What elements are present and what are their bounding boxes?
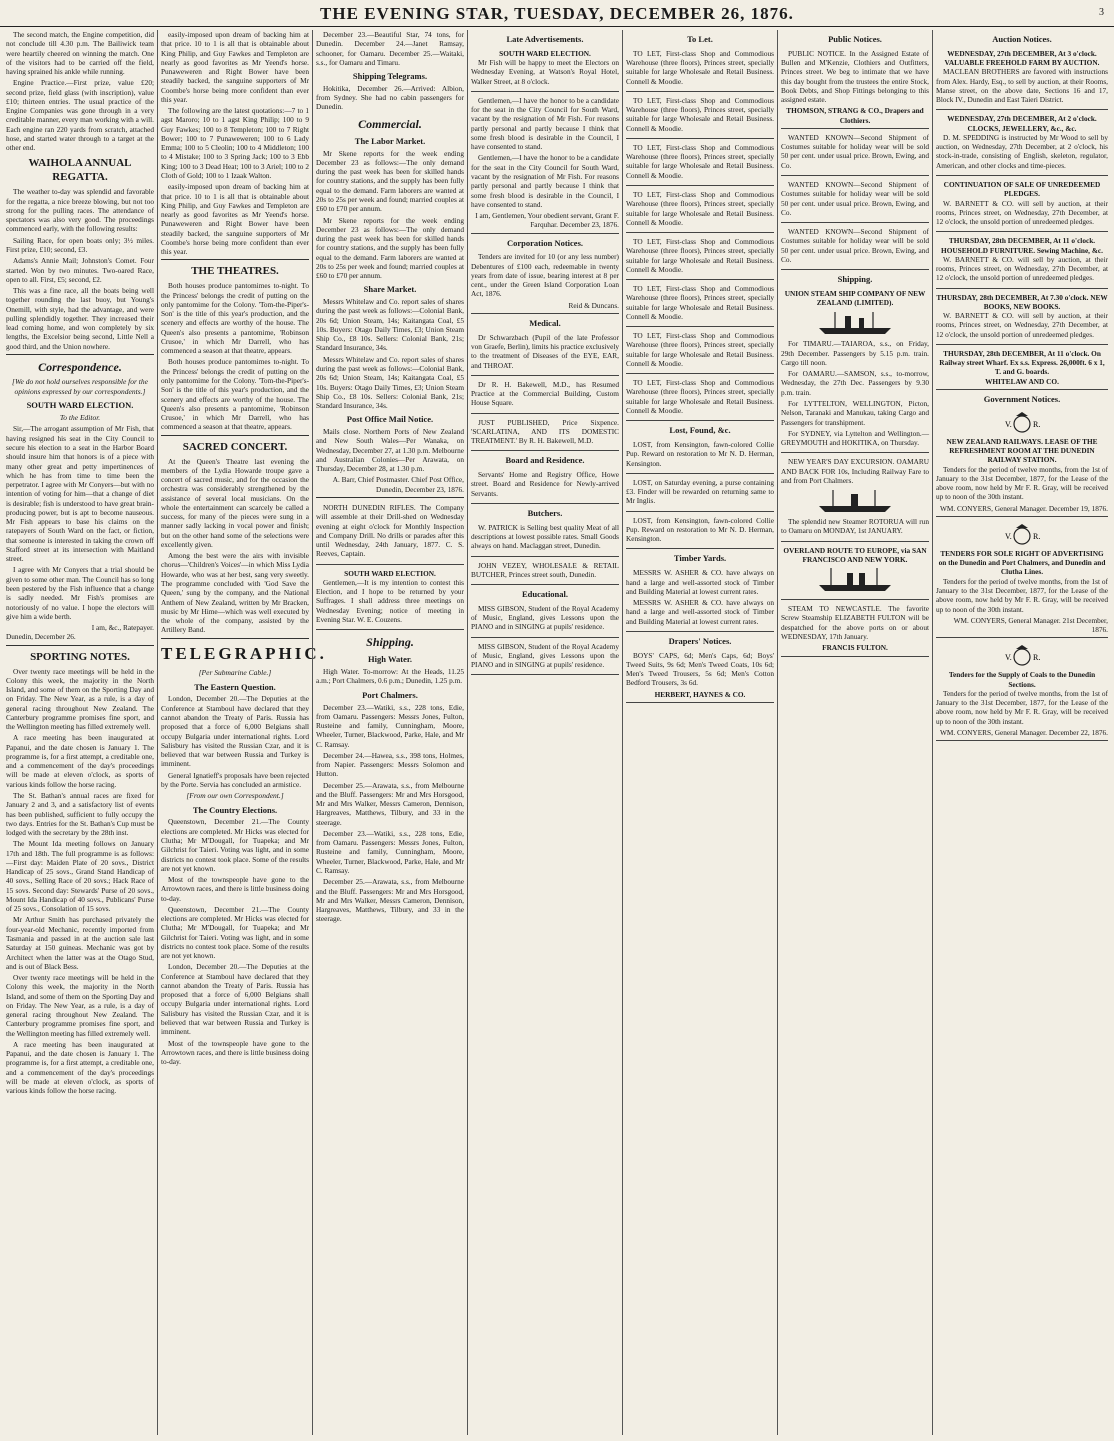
story-heading: Port Chalmers. [362,689,418,700]
section-heading: Commercial. [358,116,422,131]
article-text: At the Queen's Theatre last evening the members of the Lydia Howarde troupe gave a concert of sacred music, and for the occasion the orchestra was considerably strengthened by the assistance of several local musicians. On the whole the entertainment can scarcely be called a success, for many of the pieces were sung in a manner sadly lacking in vocal power and finish; but on the other hand some of the selections were excellently given. [161,456,309,549]
advertisement [626,94,774,139]
section-heading: Drapers' Notices. [668,635,732,646]
divider [161,259,309,260]
ad-text: For TIMARU.—TAIAROA, s.s., on Friday, 29th December. Passengers by 5.15 p.m. train. Cargo till noon. [781,339,929,367]
letter-signature: I am, &c., Ratepayer. [91,623,154,633]
ad-text: D. M. SPEDDING is instructed by Mr Wood to sell by auction, on Wednesday, 27th December, at 2 o'clock, his stock-in-trade, consisting of English, skeleton, regulator, American, and other clocks and time-pieces. [936,132,1108,170]
advertisement [781,225,929,270]
ad-text: TO LET, First-class Shop and Commodious Warehouse (three floors), Princes street, specially suitable for large Wholesale and Retail Business. Connell & Moodie. [626,48,774,86]
article-text: Both houses produce pantomimes to-night. To the Princess' belongs the credit of putting on the only pantomime for the Colony. 'Tom-the-Piper's-Son' is the title of this year's production, and the scenery and effects are worthy of the house. The Queen's also presents a pantomime, 'Robinson Crusoe,' in which Mr Darrell, who has commenced a season at that theatre, appears. [161,357,309,432]
ad-text: Gentlemen,—It is my intention to contest this Election, and I hope to be returned by your Suffrages. I shall address three meetings on Wednesday Evening; notice of meeting in Evening Star. W. E. Couzens. [316,577,464,624]
section-heading: SPORTING NOTES. [30,650,130,663]
section-heading: Educational. [521,589,569,600]
ad-text: WANTED KNOWN—Second Shipment of Costumes suitable for holiday wear will be sold 50 per cent. under usual price. Brown, Ewing, and Co. [781,179,929,217]
ad-text: Servants' Home and Registry Office, Howe street. Board and Residence for Newly-arrived Servants. [471,470,619,498]
article-text: Queenstown, December 21.—The County elections are completed. Mr Hicks was elected for Clutha; Mr M'Dougall, for Tuapeka; and Mr Gilchrist for Taieri. Voting was light, and in some districts no contest took place. Some of the results are not yet known. [161,904,309,961]
article-text: Most of the townspeople have gone to the Arrowtown races, and there is little business doing to-day. [161,875,309,903]
story-heading: The Country Elections. [192,804,278,815]
advertisement [471,47,619,92]
advertisement [471,640,619,676]
ad-text: TO LET, First-class Shop and Commodious Warehouse (three floors), Princes street, specially suitable for large Wholesale and Retail Business. Connell & Moodie. [626,378,774,416]
story-heading: The Labor Market. [354,135,426,146]
ad-text: The splendid new Steamer ROTORUA will run to Oamaru on MONDAY, 1st JANUARY. [781,517,929,536]
ad-signature: WM. CONYERS, General Manager. December 19, 1876. [940,503,1108,513]
ad-text: MESSRS W. ASHER & CO. have always on hand a large and well-assorted stock of Timber and Building Material at lowest current rates. [626,598,774,626]
advertisement [471,559,619,586]
ad-signature: THOMSON, STRANG & CO., Drapers and Clothiers. [786,106,924,125]
ad-heading: THURSDAY, 28th DECEMBER, At 11 o'clock. On Railway street Wharf. Ex s.s. Express. 26,000ft. 6 x 1, T. and G. boards. [939,348,1105,377]
ad-text: TO LET, First-class Shop and Commodious Warehouse (three floors), Princes street, specially suitable for large Wholesale and Retail Business. Connell & Moodie. [626,331,774,368]
svg-text:R.: R. [1033,531,1041,541]
advertisement [781,47,929,129]
section-heading: THE THEATRES. [191,265,279,278]
ad-text: LOST, from Kensington, fawn-colored Collie Pup. Reward on restoration to Mr N. D. Herman, Kensington. [626,440,774,468]
section-heading: Medical. [529,317,561,328]
article-text: Most of the townspeople have gone to the Arrowtown races, and there is little business doing to-day. [161,1038,309,1067]
column-3 [316,30,464,1435]
advertisement [936,407,1108,517]
article-text: December 23.—Watiki, s.s., 228 tons, Edie, from Oamaru. Passengers: Messrs Jones, Fulton, Rusteine and family, Cunningham, Moore, Wheeler, Turner, Blackwood, Parke, Hale, and Mr C. Ramsay. [316,702,464,749]
ad-text: JOHN VEZEY, WHOLESALE & RETAIL BUTCHER, Princes street south, Dunedin. [471,560,619,579]
section-heading: To Let. [687,34,713,44]
ad-signature: Reid & Duncans. [568,300,619,310]
svg-text:R.: R. [1033,653,1041,663]
column-7 [936,30,1108,1435]
column-rule [932,30,933,1435]
ad-signature: WHITELAW AND CO. [985,376,1059,386]
advertisement [626,649,774,703]
column-rule [467,30,468,1435]
ad-text: W. PATRICK is Selling best quality Meat of all descriptions at lowest possible rates. Small Goods always on hand. Maclaggan street, Dunedin. [471,522,619,551]
divider [316,497,464,498]
column-1 [6,30,154,1435]
royal-crest-icon [1002,411,1042,435]
advertisement [471,521,619,557]
article-text: The weather to-day was splendid and favorable for the regatta, a nice breeze blowing, but not too strong for the pulling races. The attendance of spectators was also very good. The proceedings commenced early, with the following results: [6,187,154,234]
advertisement [936,347,1108,390]
section-heading: SACRED CONCERT. [182,440,288,453]
ad-text: MISS GIBSON, Student of the Royal Academy of Music, England, gives Lessons upon the PIANO and in SINGING at pupils' residence. [471,603,619,632]
page-number: 3 [1099,7,1104,18]
ad-text: WANTED KNOWN—Second Shipment of Costumes suitable for holiday wear will be sold 50 per cent. under usual price. Brown, Ewing, and Co. [781,132,929,170]
ad-text: BOYS' CAPS, 6d; Men's Caps, 6d; Boys' Tweed Suits, 9s 6d; Men's Tweed Coats, 10s 6d; Men's Tweed Trousers, 5s 6d; Men's Cotton Bedford Trousers, 3s 6d. [626,650,774,688]
section-heading: Correspondence. [38,359,122,374]
ad-signature: FRANCIS FULTON. [822,643,888,653]
royal-crest-icon [1002,644,1042,668]
steamship-icon [815,567,895,593]
section-heading: Shipping. [837,274,873,285]
ad-heading: Tenders for the Supply of Coals to the Dunedin Sections. [948,670,1096,689]
ad-text: Dr R. H. Bakewell, M.D., has Resumed Practice at the Commercial Building, Custom House Square. [471,379,619,408]
article-text: Queenstown, December 21.—The County elections are completed. Mr Hicks was elected for Clutha; Mr M'Dougall, for Tuapeka; and Mr Gilchrist for Taieri. Voting was light, and in some districts no contest took place. Some of the results are not yet known. [161,817,309,873]
article-text: Mr Skene reports for the week ending December 23 as follows:—The only demand during the past week has been for skilled hands for country stations, and the supply has been fully equal to the demand. Farm laborers are wanted at 20s to 25s per week and found; married couples at £60 to £70 per annum. [316,215,464,281]
ad-heading: THURSDAY, 28th DECEMBER, At 11 o'clock. HOUSEHOLD FURNITURE. Sewing Machine, &c. [941,236,1103,255]
article-text: December 25.—Arawata, s.s., from Melbourne and the Bluff. Passengers: Mr and Mrs Horsgood, Mr and Mrs Walker, Messrs Cameron, Dennison, Hargreaves, Matthews, Tilbury, and 33 in the steerage. [316,877,464,924]
ad-text: For SYDNEY, via Lyttelton and Wellington.—GREYMOUTH and HOKITIKA, on Thursday. [781,428,929,448]
ad-signature: HERBERT, HAYNES & CO. [654,689,746,699]
section-heading: TELEGRAPHIC. [161,643,327,663]
advertisement [626,438,774,474]
letter-address: To the Editor. [59,412,101,422]
article-text: The following are the latest quotations:—7 to 1 agst Maroro; 10 to 1 agst King Philip; 100 to 9 Guy Fawkes; 100 to 8 Templeton; 100 to 7 Right Bower; 100 to 7 Punaweweren; 100 to 6 Lady Emma; 100 to 5 Cleolin; 100 to 4 Middleton; 100 to 4 Mistake; 100 to 3 Spring Jack; 100 to 3 Ebb King; 100 to 3 Dead Heat; 100 to 3 Ariel; 100 to 2 Cloth of Gold; 100 to 1 Izaak Walton. [161,106,309,180]
masthead [0,0,1114,27]
ad-text: NORTH DUNEDIN RIFLES. The Company will assemble at their Drill-shed on Wednesday evening at eight o'clock for Monthly Inspection and Company Drill. No drills or parades after this until Wednesday, 24th January, 1877. C. S. Reeves, Captain. [316,502,464,559]
column-rule [622,30,623,1435]
ad-signature: WM. CONYERS, General Manager. December 22, 1876. [940,727,1108,737]
article-text: easily-imposed upon dream of backing him at that price. 10 to 1 is all that is obtainable about King Philip, and Guy Fawkes and Templeton are nearly as good favorites as Mr Yeend's horse. Punaweweren and Right Bower have been steadily backed, the sanguine supporters of Mr Coombe's horse being more confident than ever this year. [161,30,309,104]
ad-text: STEAM TO NEWCASTLE. The favorite Screw Steamship ELIZABETH FULTON will be despatched for the above ports on or about WEDNESDAY, 17th January. [781,604,929,641]
article-text: Both houses produce pantomimes to-night. To the Princess' belongs the credit of putting on the only pantomime for the Colony. 'Tom-the-Piper's-Son' is the title of this year's production, and the scenery and effects are worthy of the house. The Queen's also presents a pantomime, 'Robinson Crusoe,' in which Mr Darrell, who has commenced a season at that theatre, appears. [161,281,309,356]
ad-text: TO LET, First-class Shop and Commodious Warehouse (three floors), Princes street, specially suitable for large Wholesale and Retail Business. Connell & Moodie. [626,142,774,180]
advertisement [936,234,1108,288]
article-text: Among the best were the airs with invisible chorus—'Children's Voices'—in which Miss Lydia Howarde, who was at her best, sang very sweetly. The programme concluded with 'God Save the Queen,' sung by the company, and the National Anthem of New Zealand, written by Mr Bracken, music by Mr Hime—which was well executed by the whole of the company, assisted by the Artillery Band. [161,551,309,635]
advertisement [626,514,774,550]
column-rule [312,30,313,1435]
advertisement [471,250,619,314]
ad-text: LOST, from Kensington, fawn-colored Collie Pup. Reward on restoration to Mr N. D. Herman, Kensington. [626,515,774,544]
advertisement [781,131,929,176]
advertisement [936,640,1108,741]
ad-heading: SOUTH WARD ELECTION. [499,48,591,58]
advertisement [936,519,1108,638]
article-text: London, December 20.—The Deputies at the Conference at Stamboul have declared that they cannot abandon the Treaty of Paris. Russia has proposed that a force of 6,000 Belgians shall occupy Bulgaria under international rights. Lord Salisbury has visited the Russian Czar, and it is believed that war between Russia and Turkey is imminent. [161,962,309,1037]
article-text: General Ignatieff's proposals have been rejected by the Porte. Servia has concluded an armistice. [161,770,309,789]
ad-signature: WM. CONYERS, General Manager. 21st December, 1876. [953,615,1108,635]
ad-text: TO LET, First-class Shop and Commodious Warehouse (three floors), Princes street, specially suitable for large Wholesale and Retail Business. Connell & Moodie. [626,95,774,133]
ad-heading: UNION STEAM SHIP COMPANY OF NEW ZEALAND (LIMITED). [784,288,926,308]
ad-text: MACLEAN BROTHERS are favored with instructions from Alex. Hardy, Esq., to sell by auction, at their Rooms, Manse street, on the above date, Sections 16 and 17, Block IV., Dunedin and East Taieri District. [936,67,1108,105]
advertisement [626,47,774,92]
editorial-note: [We do not hold ourselves responsible for the opinions expressed by our correspondents.] [12,377,148,396]
section-heading: Government Notices. [983,394,1061,405]
letter-heading: SOUTH WARD ELECTION. [26,400,134,411]
article-text: easily-imposed upon dream of backing him at that price. 10 to 1 is all that is obtainable about King Philip, and Guy Fawkes and Templeton are nearly as good favorites as Mr Yeend's horse. Punaweweren and Right Bower have been steadily backed, the sanguine supporters of Mr Coombe's horse being more confident than ever this year. [161,182,309,257]
column-5 [626,30,774,1435]
ad-text: WANTED KNOWN—Second Shipment of Costumes suitable for holiday wear will be sold 50 per cent. under usual price. Brown, Ewing, and Co. [781,227,929,264]
column-6 [781,30,929,1435]
ad-text: W. BARNETT & CO. will sell by auction, at their rooms, Princes street, on Wednesday, 27th December, at 12 o'clock, the unsold portion of unredeemed pledges. [936,311,1108,339]
svg-text:R.: R. [1033,419,1041,429]
article-text: Over twenty race meetings will be held in the Colony this week, the majority in the North Island, and some of them on the Sporting Day and on Friday. The New Year, as a rule, is a day of general racing throughout New Zealand. The Canterbury programme promises fine sport, and the Wellington meeting has filled extremely well. [6,973,154,1038]
ad-heading: WEDNESDAY, 27th DECEMBER, At 2 o'clock. CLOCKS, JEWELLERY, &c., &c. [947,114,1097,133]
steamship-icon [815,488,895,514]
ad-heading: THURSDAY, 28th DECEMBER, At 7.30 o'clock. NEW BOOKS, NEW BOOKS. [936,292,1108,311]
ad-heading: WEDNESDAY, 27th DECEMBER, At 3 o'clock. VALUABLE FREEHOLD FARM BY AUCTION. [944,48,1100,68]
ad-text: Mr Fish will be happy to meet the Electors on Wednesday Evening, at Watson's Royal Hotel, Walker Street, at 8 o'clock. [471,58,619,86]
ad-text: For LYTTELTON, WELLINGTON, Picton, Nelson, Taranaki and Manukau, taking Cargo and Passengers for transhipment. [781,399,929,427]
section-heading: Timber Yards. [673,553,727,564]
article-text: December 23.—Beautiful Star, 74 tons, for Dunedin. December 24.—Janet Ramsay, schooner, for Oamaru. December 25.—Waitaki, s.s., for Oamaru and Timaru. [316,30,464,67]
section-heading: Shipping Telegrams. [352,71,428,82]
divider [161,638,309,639]
divider [6,354,154,355]
ad-text: TO LET, First-class Shop and Commodious Warehouse (three floors), Princes street, specially suitable for large Wholesale and Retail Business. Connell & Moodie. [626,237,774,274]
advertisement [781,178,929,223]
ad-heading: NEW ZEALAND RAILWAYS. LEASE OF THE REFRESHMENT ROOM AT THE DUNEDIN RAILWAY STATION. [946,436,1098,465]
article-text: The Mount Ida meeting follows on January 17th and 18th. The full programme is as follows:—First day: Maiden Plate of 20 sovs., District Handicap of 25 sovs., Grand Stand Handicap of 40 sovs., Selling Race of 20 sovs.; Hack Race of 15 sovs. Second day: Stewards' Purse of 20 sovs., Mount Ida Handicap of 40 sovs., Publicans' Purse of 25 sovs., Consolation of 15 sovs. [6,839,154,914]
advertisement [626,476,774,512]
article-text: Adams's Annie Mail; Johnston's Comet. Four started. Won by two minutes. Two-oared Race, open to all. First, £5; second, £2. [6,256,154,284]
story-heading: Share Market. [363,284,417,295]
ad-text: PUBLIC NOTICE. In the Assigned Estate of Bullen and M'Kenzie, Clothiers and Outfitters, Princes street. We beg to intimate that we have this day bought from the trustees the entire Stock, Book Debts, and Shop Fittings belonging to this assigned estate. [781,48,929,105]
advertisement [626,282,774,327]
ad-text: MISS GIBSON, Student of the Royal Academy of Music, England, gives Lessons upon the PIANO and in SINGING at pupils' residence. [471,641,619,670]
advertisement [316,501,464,565]
notice-signature: A. Barr, Chief Postmaster. Chief Post Office, Dunedin, December 23, 1876. [332,475,464,494]
ad-heading: OVERLAND ROUTE TO EUROPE, via SAN FRANCISCO AND NEW YORK. [783,545,927,564]
advertisement [626,376,774,421]
ad-signature: I am, Gentlemen, Your obedient servant, Grant F. Farquhar. December 23, 1876. [475,211,619,230]
ad-text: Tenders for the period of twelve months, from the 1st of January to the 31st December, 1877, for the Lease of the above room, now held by Mr F. R. Gray, will be received up to noon of the 30th instant. [936,464,1108,502]
ad-text: Dr Schwarzbach (Pupil of the late Professor von Graefe, Berlin), limits his practice exclusively to the treatment of Diseases of the EYE, EAR, and THROAT. [471,332,619,370]
ad-text: Tenders for the period of twelve months, from the 1st of January to the 31st December, 1877, for the Lease of the above room, now held by Mr F. R. Gray, will be received up to noon of the 30th instant. [936,576,1108,614]
article-text: The St. Bathan's annual races are fixed for January 2 and 3, and a satisfactory list of events has been published, sufficient to fully occupy the two days. Entries for the St. Bathan's Cup must be lodged with the secretary by the 28th inst. [6,791,154,838]
advertisement [316,567,464,631]
advertisement [936,291,1108,345]
divider [161,435,309,436]
ad-text: Tenders for the period of twelve months, from the 1st of January to the 31st December, 1877, for the Lease of the above room, now held by Mr F. R. Gray, will be received up to noon of the 30th instant. [936,688,1108,726]
advertisement [781,544,929,601]
royal-crest-icon [1002,523,1042,547]
letter-text: Sir,—The arrogant assumption of Mr Fish, that having resigned his seat in the City Council to secure his election to a seat in the Harbor Board should insure him that honors is of a piece with many other great and petty impertinences of which he has from time to time been the perpetrator. I agree with Mr Conyers—but with no intention of voting for him—that a change of diet is desirable; fish is understood to have great brain-producing power, but is apt to become nauseous. Mr Fish appears to base his claims on the ratepayers of South Ward on the fact, or fiction, that someone is interested in taking the crown off Stafford street at its intersection with Maitland street. [6,424,154,564]
letter-text: I agree with Mr Conyers that a trial should be given to some other man. The Council has so long been pestered by the Fish influence that a change is sadly needed. Mr Fish's promises are notoriously of no value. I hope the electors will give him a wide berth. [6,565,154,621]
advertisement [936,112,1108,176]
column-4 [471,30,619,1435]
advertisement [471,468,619,504]
advertisement [471,94,619,234]
ad-text: TO LET, First-class Shop and Commodious Warehouse (three floors), Princes street, specially suitable for large Wholesale and Retail Business. Connell & Moodie. [626,284,774,321]
column-rule [777,30,778,1435]
story-heading: High Water. [368,654,412,665]
column-rule [157,30,158,1435]
article-text: December 25.—Arawata, s.s., from Melbourne and the Bluff. Passengers: Mr and Mrs Horsgood, Mr and Mrs Walker, Messrs Cameron, Dennison, Hargreaves, Matthews, Tilbury, and 33 in the steerage. [316,780,464,827]
svg-text:V.: V. [1005,419,1012,429]
ad-heading: CONTINUATION OF SALE OF UNREDEEMED PLEDGES. [943,179,1101,199]
ad-text: NEW YEAR'S DAY EXCURSION. OAMARU AND BACK FOR 10s, Including Railway Fare to and from Port Chalmers. [781,457,929,485]
newspaper-title: THE EVENING STAR, TUESDAY, DECEMBER 26, 1876. [320,4,794,23]
article-text: December 23.—Watiki, s.s., 228 tons, Edie, from Oamaru. Passengers: Messrs Jones, Fulton, Rusteine and family, Cunningham, Moore, Wheeler, Turner, Blackwood, Parke, Hale, and Mr C. Ramsay. [316,828,464,876]
section-heading: Auction Notices. [992,34,1052,44]
ad-text: MESSRS W. ASHER & CO. have always on hand a large and well-assorted stock of Timber and Building Material at lowest current rates. [626,568,774,596]
advertisement [626,329,774,374]
advertisement [781,602,929,656]
section-heading: Lost, Found, &c. [669,425,731,436]
steamship-icon [815,310,895,336]
article-text: A race meeting has been inaugurated at Papanui, and the date chosen is January 1. The programme is, for a first attempt, a creditable one, and a commencement of the day's proceedings will be made at eleven o'clock, as sports of various kinds follow the horse racing. [6,1039,154,1096]
advertisement [471,416,619,452]
ad-text: For OAMARU.—SAMSON, s.s., to-morrow, Wednesday, the 27th Dec. Passengers by 9.30 p.m. train. [781,369,929,397]
ad-text: TO LET, First-class Shop and Commodious Warehouse (three floors), Princes street, specially suitable for large Wholesale and Retail Business. Connell & Moodie. [626,189,774,227]
section-heading: Board and Residence. [505,455,585,466]
article-text: Messrs Whitelaw and Co. report sales of shares during the past week as follows:—Colonial Bank, 20s 6d; Union Steam, 14s; Kaitangata Coal, £5 10s. Buyers: Otago Daily Times, £3; Union Steam Ship Co., £8 10s. Sellers: Colonial Bank, 21s; Standard Insurance, 34s. [316,297,464,353]
advertisement [936,47,1108,111]
story-heading: The Eastern Question. [194,681,276,692]
section-heading: Corporation Notices. [506,237,583,248]
svg-text:V.: V. [1005,531,1012,541]
column-2 [161,30,327,1435]
ad-heading: TENDERS FOR SOLE RIGHT OF ADVERTISING on the Dunedin and Port Chalmers, and Dunedin and Clutha Lines. [938,548,1106,577]
article-text: A race meeting has been inaugurated at Papanui, and the date chosen is January 1. The programme is, for a first attempt, a creditable one, and a commencement of the day's proceedings will be made at eleven o'clock, as sports of various kinds follow the horse racing. [6,733,154,789]
article-text: Mr Arthur Smith has purchased privately the four-year-old Mechanic, recently imported from Tasmania and passed in at the auction sale last Saturday at 150 guineas. Mechanic was got by Architect when the latter was at the Otago Stud, and is out of Black Bess. [6,915,154,971]
ad-text: Gentlemen,—I have the honor to be a candidate for the seat in the City Council for South Ward, vacant by the resignation of Mr Fish. For reasons partly personal and partly because I think that some fresh blood is desirable in the Council, I have consented to stand. [471,95,619,152]
advertisement [936,178,1108,232]
advertisement [781,287,929,453]
article-text: Mails close. Northern Ports of New Zealand and New South Wales—Per Wanaka, on Wednesday, December 27, at 1.30 p.m. Melbourne and Australian Colonies—Per Arawata, on Thursday, December 28, at 1.30 p.m. [316,427,464,474]
ad-text: JUST PUBLISHED, Price Sixpence. 'SCARLATINA, AND ITS DOMESTIC TREATMENT.' By R. H. Bakewell, M.D. [471,417,619,446]
ad-text: W. BARNETT & CO. will sell by auction, at their rooms, Princes street, on Wednesday, 27th December, at 12 o'clock, the unsold portion of unredeemed pledges. [936,198,1108,227]
ad-text: Tenders are invited for 10 (or any less number) Debentures of £100 each, redeemable in twenty years from date of issue, bearing interest at 8 per cent., under the Green Island Corporation Loan Act, 1876. [471,252,619,299]
section-heading: Shipping. [366,635,414,650]
advertisement [781,455,929,541]
advertisement [626,235,774,280]
advertisement [626,566,774,632]
advertisement [626,141,774,186]
section-heading: WAIHOLA ANNUAL REGATTA. [28,157,132,184]
article-text: Mr Skene reports for the week ending December 23 as follows:—The only demand during the past week has been for skilled hands for country stations, and the supply has been fully equal to the demand. Farm laborers are wanted at 20s to 25s per week and found; married couples at £60 to £70 per annum. [316,148,464,214]
article-text: London, December 20.—The Deputies at the Conference at Stamboul have declared that they cannot abandon the Treaty of Paris. Russia has proposed that a force of 6,000 Belgians shall occupy Bulgaria under international rights. Lord Salisbury has visited the Russian Czar, and it is believed that war between Russia and Turkey is imminent. [161,694,309,769]
story-heading: Post Office Mail Notice. [346,414,434,425]
section-subheading: [Per Submarine Cable.] [198,668,272,678]
article-text: This was a fine race, all the boats being well together rounding the last buoy, but Young's Onemill, with style, had the advantage, and were pulling splendidly together. They increased their lead coming home, and won completely by six lengths, the Excelsior being second, Little Nell a good third, and the Union nowhere. [6,286,154,351]
ad-text: W. BARNETT & CO. will sell by auction, at their rooms, Princes street, on Wednesday, 27th December, at 12 o'clock, the unsold portion of unredeemed pledges. [936,254,1108,283]
article-text: Over twenty race meetings will be held in the Colony this week, the majority in the North Island, and some of them on the Sporting Day and on Friday. The New Year, as a rule, is a day of general racing throughout New Zealand. The Canterbury programme promises fine sport, and the Wellington meeting has filled extremely well. [6,666,154,732]
ad-heading: SOUTH WARD ELECTION. [344,568,436,578]
advertisement [471,331,619,376]
article-text: Hokitika, December 26.—Arrived: Albion, from Sydney. She had no cabin passengers for Dunedin. [316,83,464,112]
article-text: Sailing Race, for open boats only; 3½ miles. First prize, £10; second, £3. [6,235,154,254]
ad-text: LOST, on Saturday evening, a purse containing £3. Finder will be rewarded on returning same to Mr Inglis. [626,477,774,506]
advertisement [471,602,619,638]
section-heading: Late Advertisements. [506,34,584,44]
section-heading: Butchers. [527,507,563,518]
article-text: High Water. To-morrow: At the Heads, 11.25 a.m.; Port Chalmers, 0.6 p.m.; Dunedin, 1.25 p.m. [316,667,464,686]
article-text: December 24.—Hawea, s.s., 398 tons, Holmes, from Napier. Passengers: Messrs Solomon and Hutton. [316,750,464,779]
divider [6,645,154,646]
advertisement [626,188,774,233]
ad-text: Gentlemen,—I have the honor to be a candidate for the seat in the City Council for South Ward, vacant by the resignation of Mr Fish. For reasons partly personal and partly because I think that some fresh blood is desirable in the Council, I have consented to stand. [471,153,619,209]
letter-date: Dunedin, December 26. [6,632,76,642]
article-text: Messrs Whitelaw and Co. report sales of shares during the past week as follows:—Colonial Bank, 20s 6d; Union Steam, 14s; Kaitangata Coal, £5 10s. Buyers: Otago Daily Times, £3; Union Steam Ship Co., £8 10s. Sellers: Colonial Bank, 21s; Standard Insurance, 34s. [316,354,464,411]
advertisement [471,378,619,414]
article-text: The second match, the Engine competition, did not conclude till 4.30 p.m. The Bailiwick team were heartily cheered on winning the match. One of the visitors had to be carried off the field, having sprained his ankle while running. [6,30,154,77]
section-heading: Public Notices. [828,34,882,44]
section-subheading: [From our own Correspondent.] [186,791,284,801]
svg-text:V.: V. [1005,653,1012,663]
article-text: Engine Practice.—First prize, value £20; second prize, field glass (with inscription), value £10; thirteen entries. The usual practice of the Engine Companies was gone through in a very creditable manner, every man working with a will. Each engine ran 220 yards from scratch, attached hose, and started water through to a target at the other end. [6,78,154,153]
